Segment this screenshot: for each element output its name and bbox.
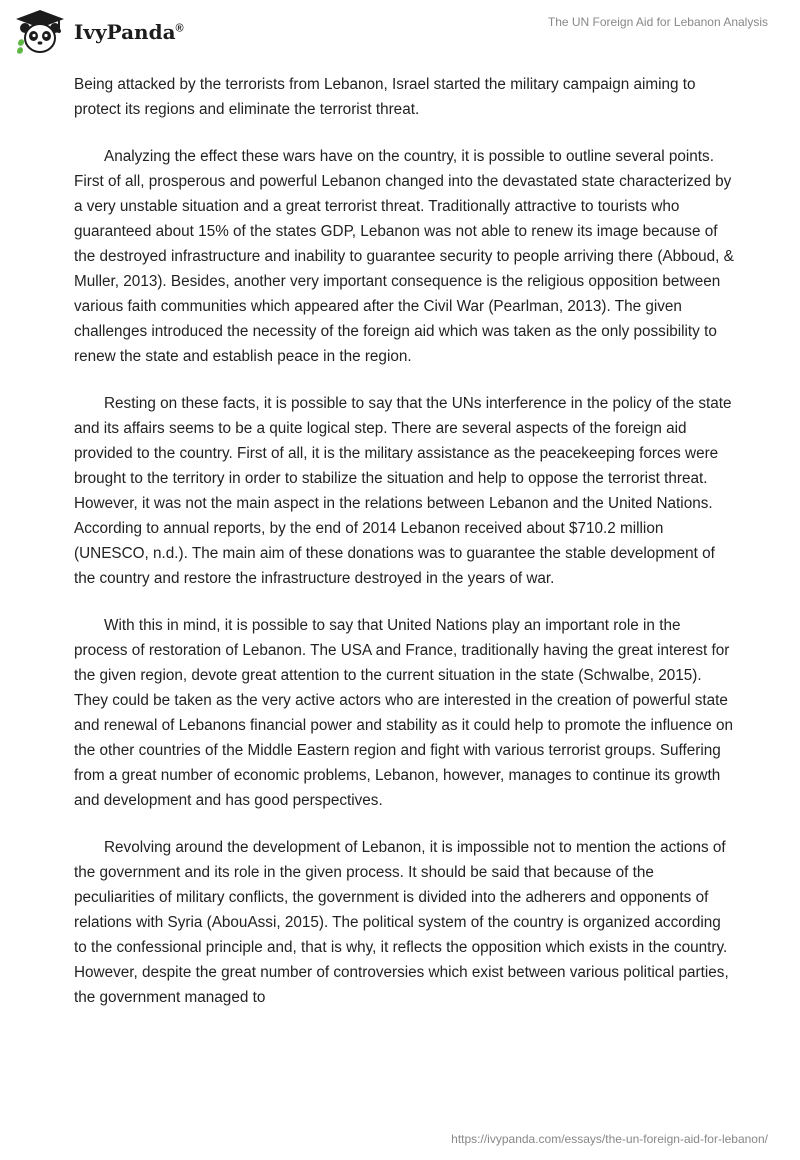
paragraph-2: Analyzing the effect these wars have on the country, it is possible to outline several points. First of all, prosperous and powerful Lebanon changed into the devastated state characterized by a very unstable situation and a great terrorist threat. Traditionally attractive to tourists who guaranteed about 15% of the states GDP, Lebanon was not able to renew its image because of the destroyed infrastructure and inability to guarantee security to people arriving there (Abboud, & Muller, 2013). Besides, another very important consequence is the religious opposition between various faith communities which appeared after the Civil War (Pearlman, 2013). The given challenges introduced the necessity of the foreign aid which was taken as the only possibility to renew the state and establish peace in the region.: [74, 148, 734, 365]
paragraph-1: Being attacked by the terrorists from Lebanon, Israel started the military campaign aiming to protect its regions and eliminate the terrorist threat.: [74, 76, 696, 118]
source-url[interactable]: https://ivypanda.com/essays/the-un-foreign-aid-for-lebanon/: [451, 1132, 768, 1146]
paragraph-5: Revolving around the development of Lebanon, it is impossible not to mention the actions of the government and its role in the given process. It should be said that because of the peculiarities of military conflicts, the government is divided into the adherers and opponents of relations with Syria (AbouAssi, 2015). The political system of the country is organized according to the confessional principle and, that is why, it reflects the opposition which exists in the country. However, despite the great number of controversies which exist between various political parties, the government managed to: [74, 839, 729, 1006]
brand-name: IvyPanda®: [74, 20, 184, 44]
document-title: The UN Foreign Aid for Lebanon Analysis: [547, 15, 768, 29]
panda-graduate-icon: [14, 8, 66, 56]
paragraph-3: Resting on these facts, it is possible to say that the UNs interference in the policy of the state and its affairs seems to be a quite logical step. There are several aspects of the foreign aid provided to the country. First of all, it is the military assistance as the peacekeeping forces were brought to the territory in order to stabilize the situation and help to oppose the terrorist threat. However, it was not the main aspect in the relations between Lebanon and the United Nations. According to annual reports, by the end of 2014 Lebanon received about $710.2 million (UNESCO, n.d.). The main aim of these donations was to guarantee the stable development of the country and restore the infrastructure destroyed in the years of war.: [74, 395, 732, 587]
ivypanda-logo[interactable]: [14, 8, 184, 56]
paragraph-4: With this in mind, it is possible to say that United Nations play an important role in the process of restoration of Lebanon. The USA and France, traditionally having the great interest for the given region, devote great attention to the current situation in the state (Schwalbe, 2015). They could be taken as the very active actors who are interested in the creation of powerful state and renewal of Lebanons financial power and stability as it could help to promote the influence on the other countries of the Middle Eastern region and fight with various terrorist groups. Suffering from a great number of economic problems, Lebanon, however, manages to continue its growth and development and has good perspectives.: [74, 617, 734, 809]
essay-body: [74, 72, 734, 1032]
page-header: [0, 0, 800, 66]
